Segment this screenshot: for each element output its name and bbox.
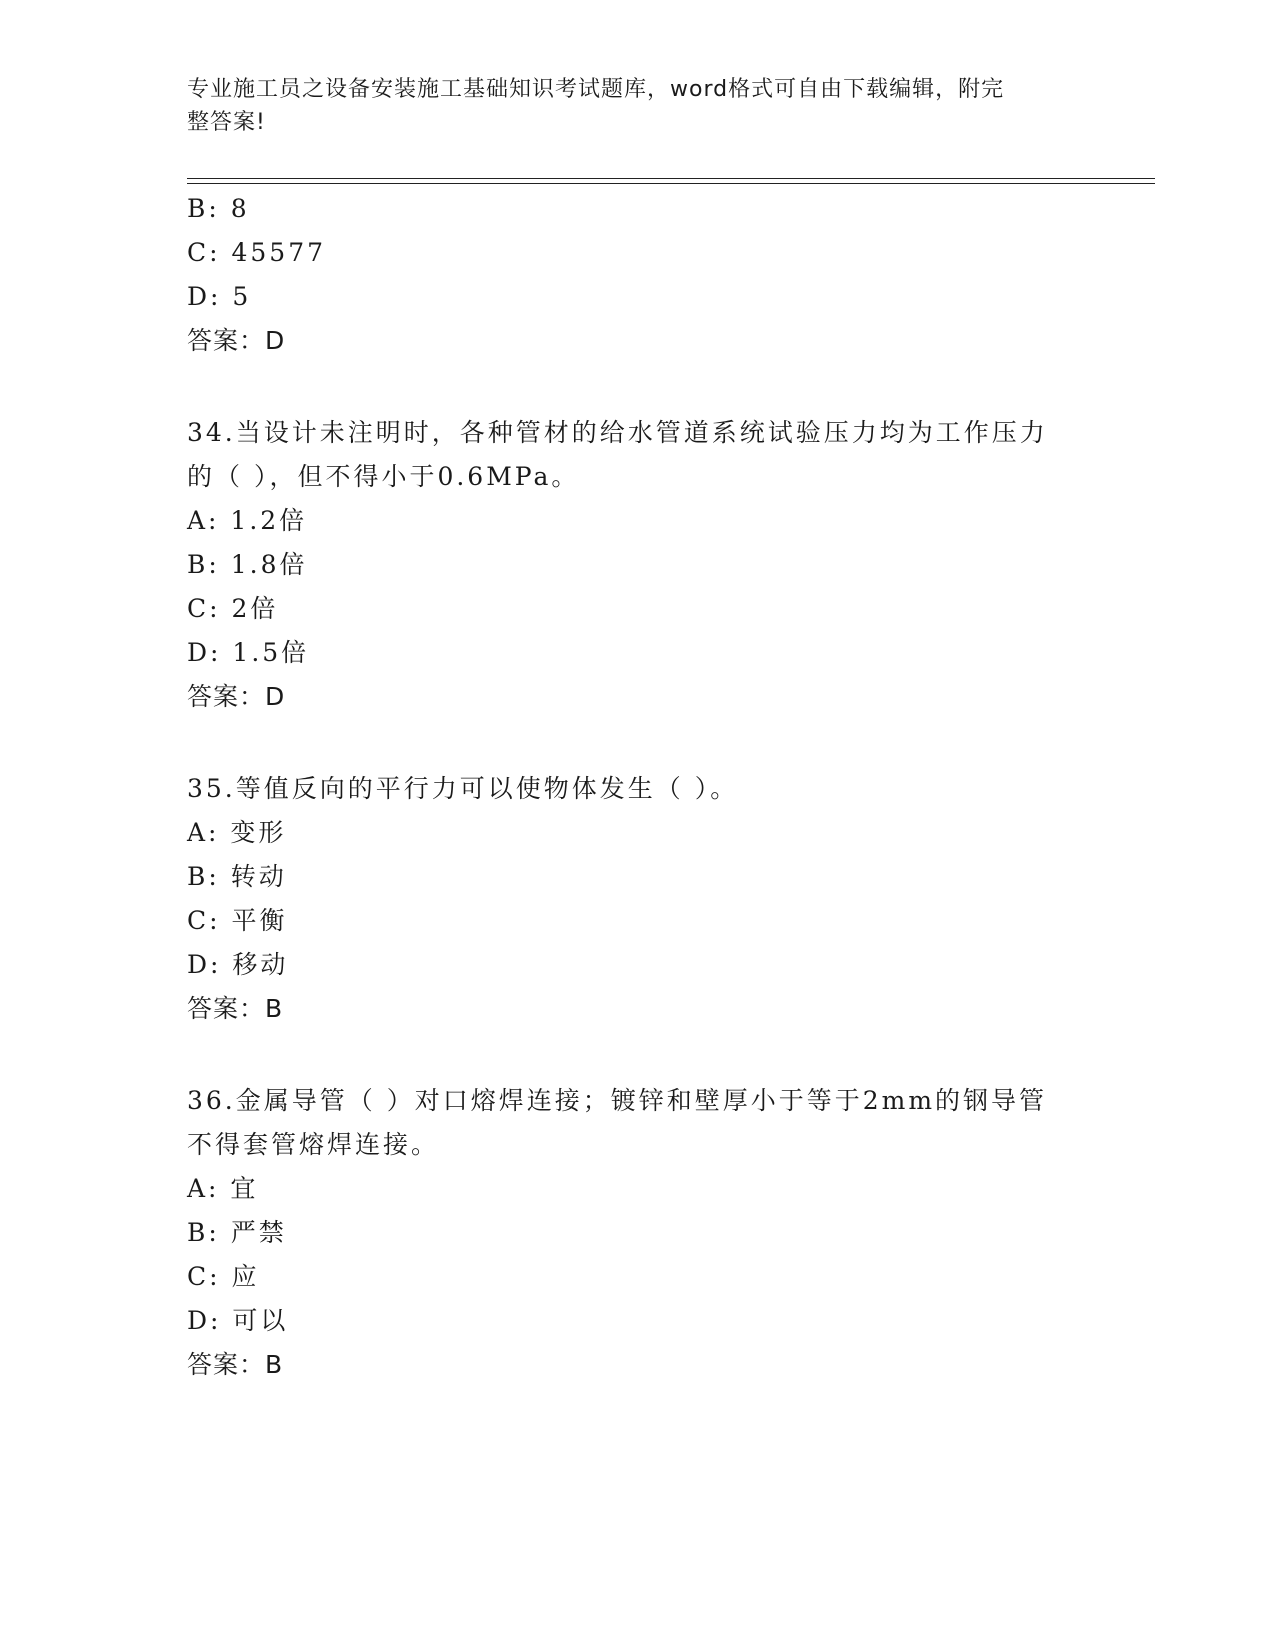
header-divider-top <box>187 178 1155 179</box>
q36-option-b: B: 严禁 <box>187 1218 287 1247</box>
q34-option-c: C: 2倍 <box>187 594 279 623</box>
prev-answer: 答案：D <box>187 326 286 355</box>
q34-stem-line-2: 的（ ），但不得小于0.6MPa。 <box>187 462 580 491</box>
q34-answer: 答案：D <box>187 682 286 711</box>
q35-option-c: C: 平衡 <box>187 906 288 935</box>
header-line-1: 专业施工员之设备安装施工基础知识考试题库，word格式可自由下载编辑，附完 <box>187 77 1005 102</box>
q36-option-a: A: 宜 <box>187 1174 259 1203</box>
q36-answer: 答案：B <box>187 1350 284 1379</box>
header-line-2: 整答案! <box>187 110 266 135</box>
prev-option-b: B: 8 <box>187 194 250 223</box>
q36-option-c: C: 应 <box>187 1262 260 1291</box>
q34-option-d: D: 1.5倍 <box>187 638 310 667</box>
header-divider-bottom <box>187 183 1155 184</box>
q35-option-b: B: 转动 <box>187 862 287 891</box>
q36-stem-line-1: 36.金属导管（ ）对口熔焊连接；镀锌和壁厚小于等于2mm的钢导管 <box>187 1086 1048 1115</box>
q36-option-d: D: 可以 <box>187 1306 289 1335</box>
document-header <box>187 73 1067 139</box>
prev-option-c: C: 45577 <box>187 238 327 267</box>
q34-option-a: A: 1.2倍 <box>187 506 308 535</box>
q35-stem-line-1: 35.等值反向的平行力可以使物体发生（ ）。 <box>187 774 739 803</box>
q35-answer: 答案：B <box>187 994 284 1023</box>
q35-option-a: A: 变形 <box>187 818 287 847</box>
q35-option-d: D: 移动 <box>187 950 289 979</box>
q34-option-b: B: 1.8倍 <box>187 550 308 579</box>
prev-option-d: D: 5 <box>187 282 252 311</box>
q36-stem-line-2: 不得套管熔焊连接。 <box>187 1130 440 1159</box>
q34-stem-line-1: 34.当设计未注明时，各种管材的给水管道系统试验压力均为工作压力 <box>187 418 1048 447</box>
